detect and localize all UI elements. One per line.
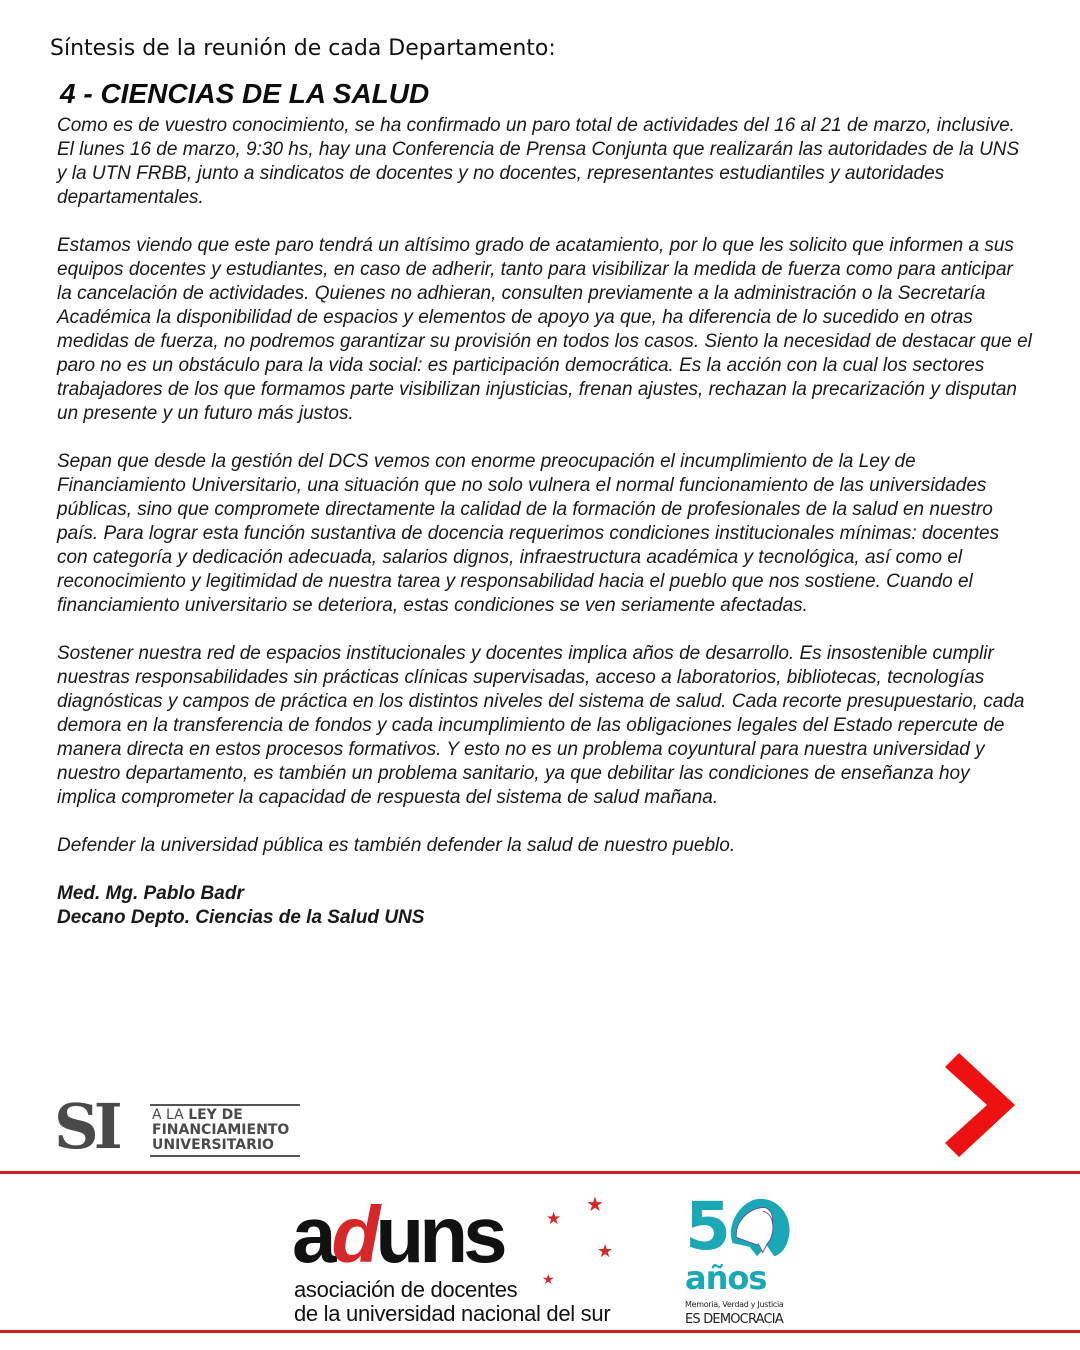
page-kicker: Síntesis de la reunión de cada Departamento: bbox=[50, 36, 556, 61]
anos-tagline: ES DEMOCRACIA bbox=[685, 1312, 783, 1327]
anos-motto: Memoria, Verdad y Justicia bbox=[685, 1300, 784, 1309]
paragraph-funding-law: Sepan que desde la gestión del DCS vemos con enorme preocupación el incumplimiento de la Ley de Financiamiento Universitario, una situación que no solo vulnera el normal funcionamiento de las universidades públicas, sino que compromete directamente la calidad de la formación de profesionales de la salud en nuestro país. Para lograr esta función sustantiva de docencia requerimos condiciones institucionales mínimas: docentes con categoría y dedicación adecuada, salarios dignos, infraestructura académica y tecnológica, así como el reconocimiento y legitimidad de nuestra tarea y responsabilidad hacia el pueblo que nos sostiene. Cuando el financiamiento universitario se deteriora, estas condiciones se ven seriamente afectadas. bbox=[57, 451, 1000, 616]
star-icon: ★ bbox=[546, 1209, 562, 1228]
aduns-subtitle bbox=[294, 1278, 610, 1326]
section-title: 4 - CIENCIAS DE LA SALUD bbox=[60, 78, 430, 109]
aduns-subtitle-line2: de la universidad nacional del sur bbox=[294, 1301, 611, 1326]
aduns-letter-a: a bbox=[292, 1190, 332, 1279]
aduns-wordmark bbox=[292, 1190, 503, 1279]
anos-number: 5 bbox=[685, 1188, 731, 1265]
signature-role: Decano Depto. Ciencias de la Salud UNS bbox=[57, 907, 425, 928]
letter-body bbox=[57, 114, 1032, 930]
anos-word: años bbox=[685, 1259, 767, 1297]
aduns-letter-d: d bbox=[331, 1190, 376, 1279]
footer-divider-bottom bbox=[0, 1330, 1080, 1333]
chevron-right-icon bbox=[945, 1053, 1017, 1157]
si-logo-text bbox=[152, 1108, 289, 1153]
aduns-subtitle-line1: asociación de docentes bbox=[294, 1277, 518, 1302]
si-logo-line1-bold: LEY DE bbox=[188, 1107, 243, 1123]
paragraph-strike-adherence: Estamos viendo que este paro tendrá un altísimo grado de acatamiento, por lo que les solicito que informen a sus equipos docentes y estudiantes, en caso de adherir, tanto para visibilizar la medida de fuerza como para anticipar la cancelación de actividades. Quienes no adhieran, consulten previamente a la administración o la Secretaría Académica la disponibilidad de espacios y elementos de apoyo ya que, ha diferencia de lo sucedido en otras medidas de fuerza, no podremos garantizar su provisión en todos los casos. Siento la necesidad de destacar que el paro no es un obstáculo para la vida social: es participación democrática. Es la acción con la cual los sectores trabajadores de los que formamos parte visibilizan injusticias, frenan ajustes, rechazan la precarización y disputan un presente y un futuro más justos. bbox=[57, 235, 1032, 424]
50-anos-democracia-logo bbox=[683, 1188, 803, 1328]
aduns-letters-uns: uns bbox=[375, 1190, 503, 1279]
signature-name: Med. Mg. Pablo Badr bbox=[57, 883, 244, 904]
paragraph-institutional-network: Sostener nuestra red de espacios institucionales y docentes implica años de desarrollo. Es insostenible cumplir nuestras responsabilidades sin prácticas clínicas supervisadas, acceso a laboratorios, bibliotecas, tecnologías diagnósticas y campos de práctica en los distintos niveles del sistema de salud. Cada recorte presupuestario, cada demora en la transferencia de fondos y cada incumplimiento de las obligaciones legales del Estado repercute de manera directa en estos procesos formativos. Y esto no es un problema coyuntural para nuestra universidad y nuestro departamento, es también un problema sanitario, ya que debilitar las condiciones de enseñanza hoy implica comprometer la capacidad de respuesta del sistema de salud mañana. bbox=[57, 643, 1025, 808]
si-logo-rule-top bbox=[150, 1104, 300, 1106]
star-icon: ★ bbox=[542, 1271, 555, 1287]
si-logo-letters: SI bbox=[54, 1093, 118, 1161]
signature bbox=[57, 882, 1032, 930]
aduns-logo bbox=[292, 1192, 622, 1327]
star-icon: ★ bbox=[597, 1241, 614, 1261]
white-kerchief-icon bbox=[723, 1198, 795, 1260]
footer-divider-top bbox=[0, 1171, 1080, 1174]
si-logo-line1-light: A LA bbox=[152, 1107, 189, 1123]
si-logo-line2: FINANCIAMIENTO bbox=[152, 1122, 290, 1138]
paragraph-strike-announcement: Como es de vuestro conocimiento, se ha confirmado un paro total de actividades del 16 al 21 de marzo, inclusive. El lunes 16 de marzo, 9:30 hs, hay una Conferencia de Prensa Conjunta que realizarán las autoridades de la UNS y la UTN FRBB, junto a sindicatos de docentes y no docentes, representantes estudiantiles y autoridades departamentales. bbox=[57, 115, 1020, 208]
star-icon: ★ bbox=[586, 1194, 604, 1216]
si-logo-rule-bottom bbox=[150, 1155, 300, 1157]
si-ley-financiamiento-logo bbox=[54, 1093, 304, 1161]
next-slide-button[interactable] bbox=[945, 1053, 1017, 1157]
paragraph-closing: Defender la universidad pública es también defender la salud de nuestro pueblo. bbox=[57, 835, 736, 856]
si-logo-line3: UNIVERSITARIO bbox=[152, 1137, 274, 1153]
